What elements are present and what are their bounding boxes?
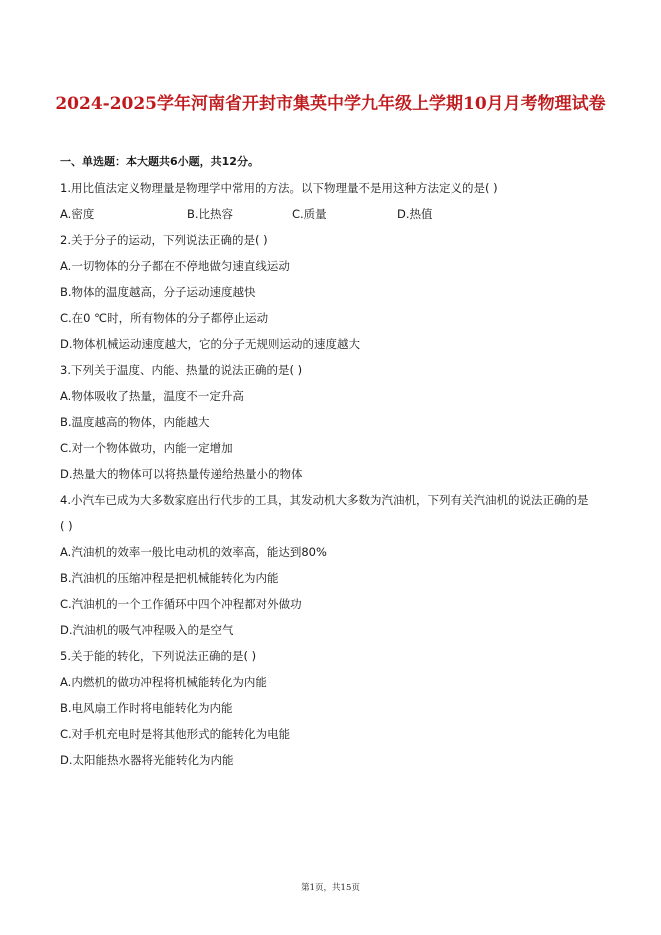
question-2-option-b: B.物体的温度越高，分子运动速度越快: [60, 285, 256, 299]
question-1-stem: 1.用比值法定义物理量是物理学中常用的方法。以下物理量不是用这种方法定义的是( ): [60, 181, 498, 195]
question-1-options: [60, 206, 600, 222]
question-2-option-d: D.物体机械运动速度越大，它的分子无规则运动的速度越大: [60, 337, 361, 351]
question-1-option-a: A.密度: [60, 207, 95, 221]
question-4-option-d: D.汽油机的吸气冲程吸入的是空气: [60, 623, 234, 637]
question-5-stem: 5.关于能的转化，下列说法正确的是( ): [60, 649, 257, 663]
question-4-option-a: A.汽油机的效率一般比电动机的效率高，能达到80%: [60, 545, 327, 559]
page-title: 2024-2025学年河南省开封市集英中学九年级上学期10月月考物理试卷: [55, 94, 606, 114]
page-footer: 第1页，共15页: [301, 883, 360, 893]
question-3-option-d: D.热量大的物体可以将热量传递给热量小的物体: [60, 467, 303, 481]
question-5-option-d: D.太阳能热水器将光能转化为内能: [60, 753, 234, 767]
question-5-option-b: B.电风扇工作时将电能转化为内能: [60, 701, 233, 715]
question-2-stem: 2.关于分子的运动，下列说法正确的是( ): [60, 233, 268, 247]
question-5-option-a: A.内燃机的做功冲程将机械能转化为内能: [60, 675, 267, 689]
question-5-option-c: C.对手机充电时是将其他形式的能转化为电能: [60, 727, 291, 741]
question-1-option-b: B.比热容: [187, 207, 234, 221]
question-2-option-a: A.一切物体的分子都在不停地做匀速直线运动: [60, 259, 290, 273]
question-4-option-c: C.汽油机的一个工作循环中四个冲程都对外做功: [60, 597, 302, 611]
question-4-stem-continuation: ( ): [60, 519, 73, 533]
section-heading: 一、单选题：本大题共6小题，共12分。: [60, 155, 259, 168]
question-3-option-b: B.温度越高的物体，内能越大: [60, 415, 210, 429]
question-2-option-c: C.在0 ℃时，所有物体的分子都停止运动: [60, 311, 269, 325]
question-1-option-d: D.热值: [397, 207, 433, 221]
question-3-option-a: A.物体吸收了热量，温度不一定升高: [60, 389, 244, 403]
question-3-option-c: C.对一个物体做功，内能一定增加: [60, 441, 233, 455]
question-4-option-b: B.汽油机的压缩冲程是把机械能转化为内能: [60, 571, 279, 585]
question-1-option-c: C.质量: [292, 207, 327, 221]
question-4-stem: 4.小汽车已成为大多数家庭出行代步的工具，其发动机大多数为汽油机，下列有关汽油机的说法正确的是: [60, 493, 589, 507]
question-3-stem: 3.下列关于温度、内能、热量的说法正确的是( ): [60, 363, 303, 377]
